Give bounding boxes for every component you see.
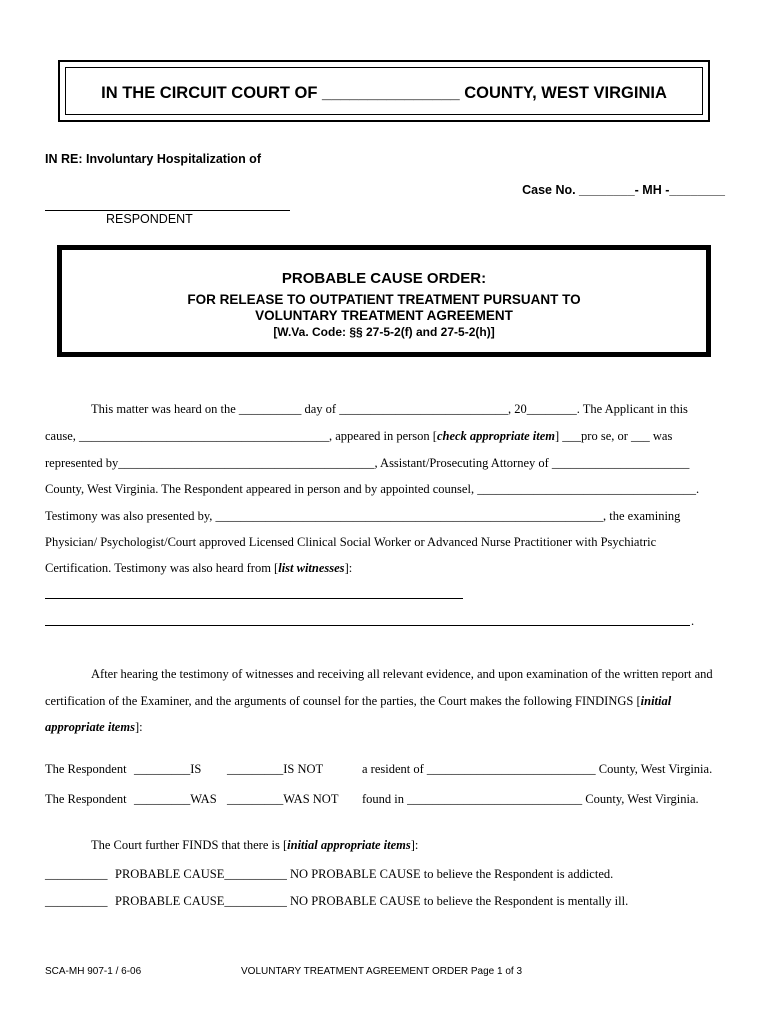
finding-found-label: The Respondent [45,792,127,806]
finding-found-was-not: _________WAS NOT [227,792,339,806]
order-title-box [57,245,711,357]
witness-line-1 [45,598,463,599]
witness-line-period: . [691,614,695,628]
in-re-line: IN RE: Involuntary Hospitalization of [45,152,261,166]
p2-line3: appropriate items]: [45,720,143,734]
finding-resident-is: _________IS [134,762,202,776]
probable-cause-addicted: PROBABLE CAUSE__________ NO PROBABLE CAUSE to believe the Respondent is addicted. [115,867,614,881]
p2-line2: certification of the Examiner, and the arguments of counsel for the parties, the Court makes the following FINDINGS [initial [45,694,672,708]
finding-found-was: _________WAS [134,792,217,806]
probable-cause-mentally-ill: PROBABLE CAUSE__________ NO PROBABLE CAUSE to believe the Respondent is mentally ill. [115,894,629,908]
probable-cause-mentally-ill-blank: __________ [45,894,108,908]
finding-resident-is-not: _________IS NOT [227,762,324,776]
respondent-name-line [45,210,290,211]
p2-line1: After hearing the testimony of witnesses and receiving all relevant evidence, and upon examination of the written report and [91,667,713,681]
witness-line-2 [45,625,690,626]
footer-form-title: VOLUNTARY TREATMENT AGREEMENT ORDER Page 1 of 3 [241,966,523,977]
p1-line4: County, West Virginia. The Respondent appeared in person and by appointed counsel, ___________________________________. [45,482,700,496]
finding-resident-label: The Respondent [45,762,127,776]
order-title-sub1: FOR RELEASE TO OUTPATIENT TREATMENT PURSUANT TO [187,292,581,307]
p1-line2: cause, ________________________________________, appeared in person [check appropriate item] ___pro se, or ___ was [45,429,673,443]
order-title-citation: [W.Va. Code: §§ 27-5-2(f) and 27-5-2(h)] [273,325,495,339]
p1-line6: Physician/ Psychologist/Court approved Licensed Clinical Social Worker or Advanced Nurse Practitioner with Psychiatric [45,535,657,549]
p1-line3: represented by_________________________________________, Assistant/Prosecuting Attorney of ______________________ [45,456,690,470]
finding-resident-county: a resident of ___________________________ County, West Virginia. [362,762,713,776]
p1-line7: Certification. Testimony was also heard from [list witnesses]: [45,561,353,575]
probable-cause-addicted-blank: __________ [45,867,108,881]
case-number: Case No. ________- MH -________ [522,183,725,197]
order-title-main: PROBABLE CAUSE ORDER: [281,270,487,287]
further-finds-line: The Court further FINDS that there is [initial appropriate items]: [91,838,419,852]
respondent-label: RESPONDENT [106,212,193,226]
court-header-box [58,60,710,122]
footer-form-id: SCA-MH 907-1 / 6-06 [45,966,142,977]
p1-line5: Testimony was also presented by, ______________________________________________________________, the examining [45,509,681,523]
p1-line1: This matter was heard on the __________ day of ___________________________, 20________. The Applicant in this [91,402,688,416]
finding-found-county: found in ____________________________ County, West Virginia. [362,792,699,806]
court-title: IN THE CIRCUIT COURT OF _______________ COUNTY, WEST VIRGINIA [101,84,667,102]
order-title-sub2: VOLUNTARY TREATMENT AGREEMENT [255,308,513,323]
